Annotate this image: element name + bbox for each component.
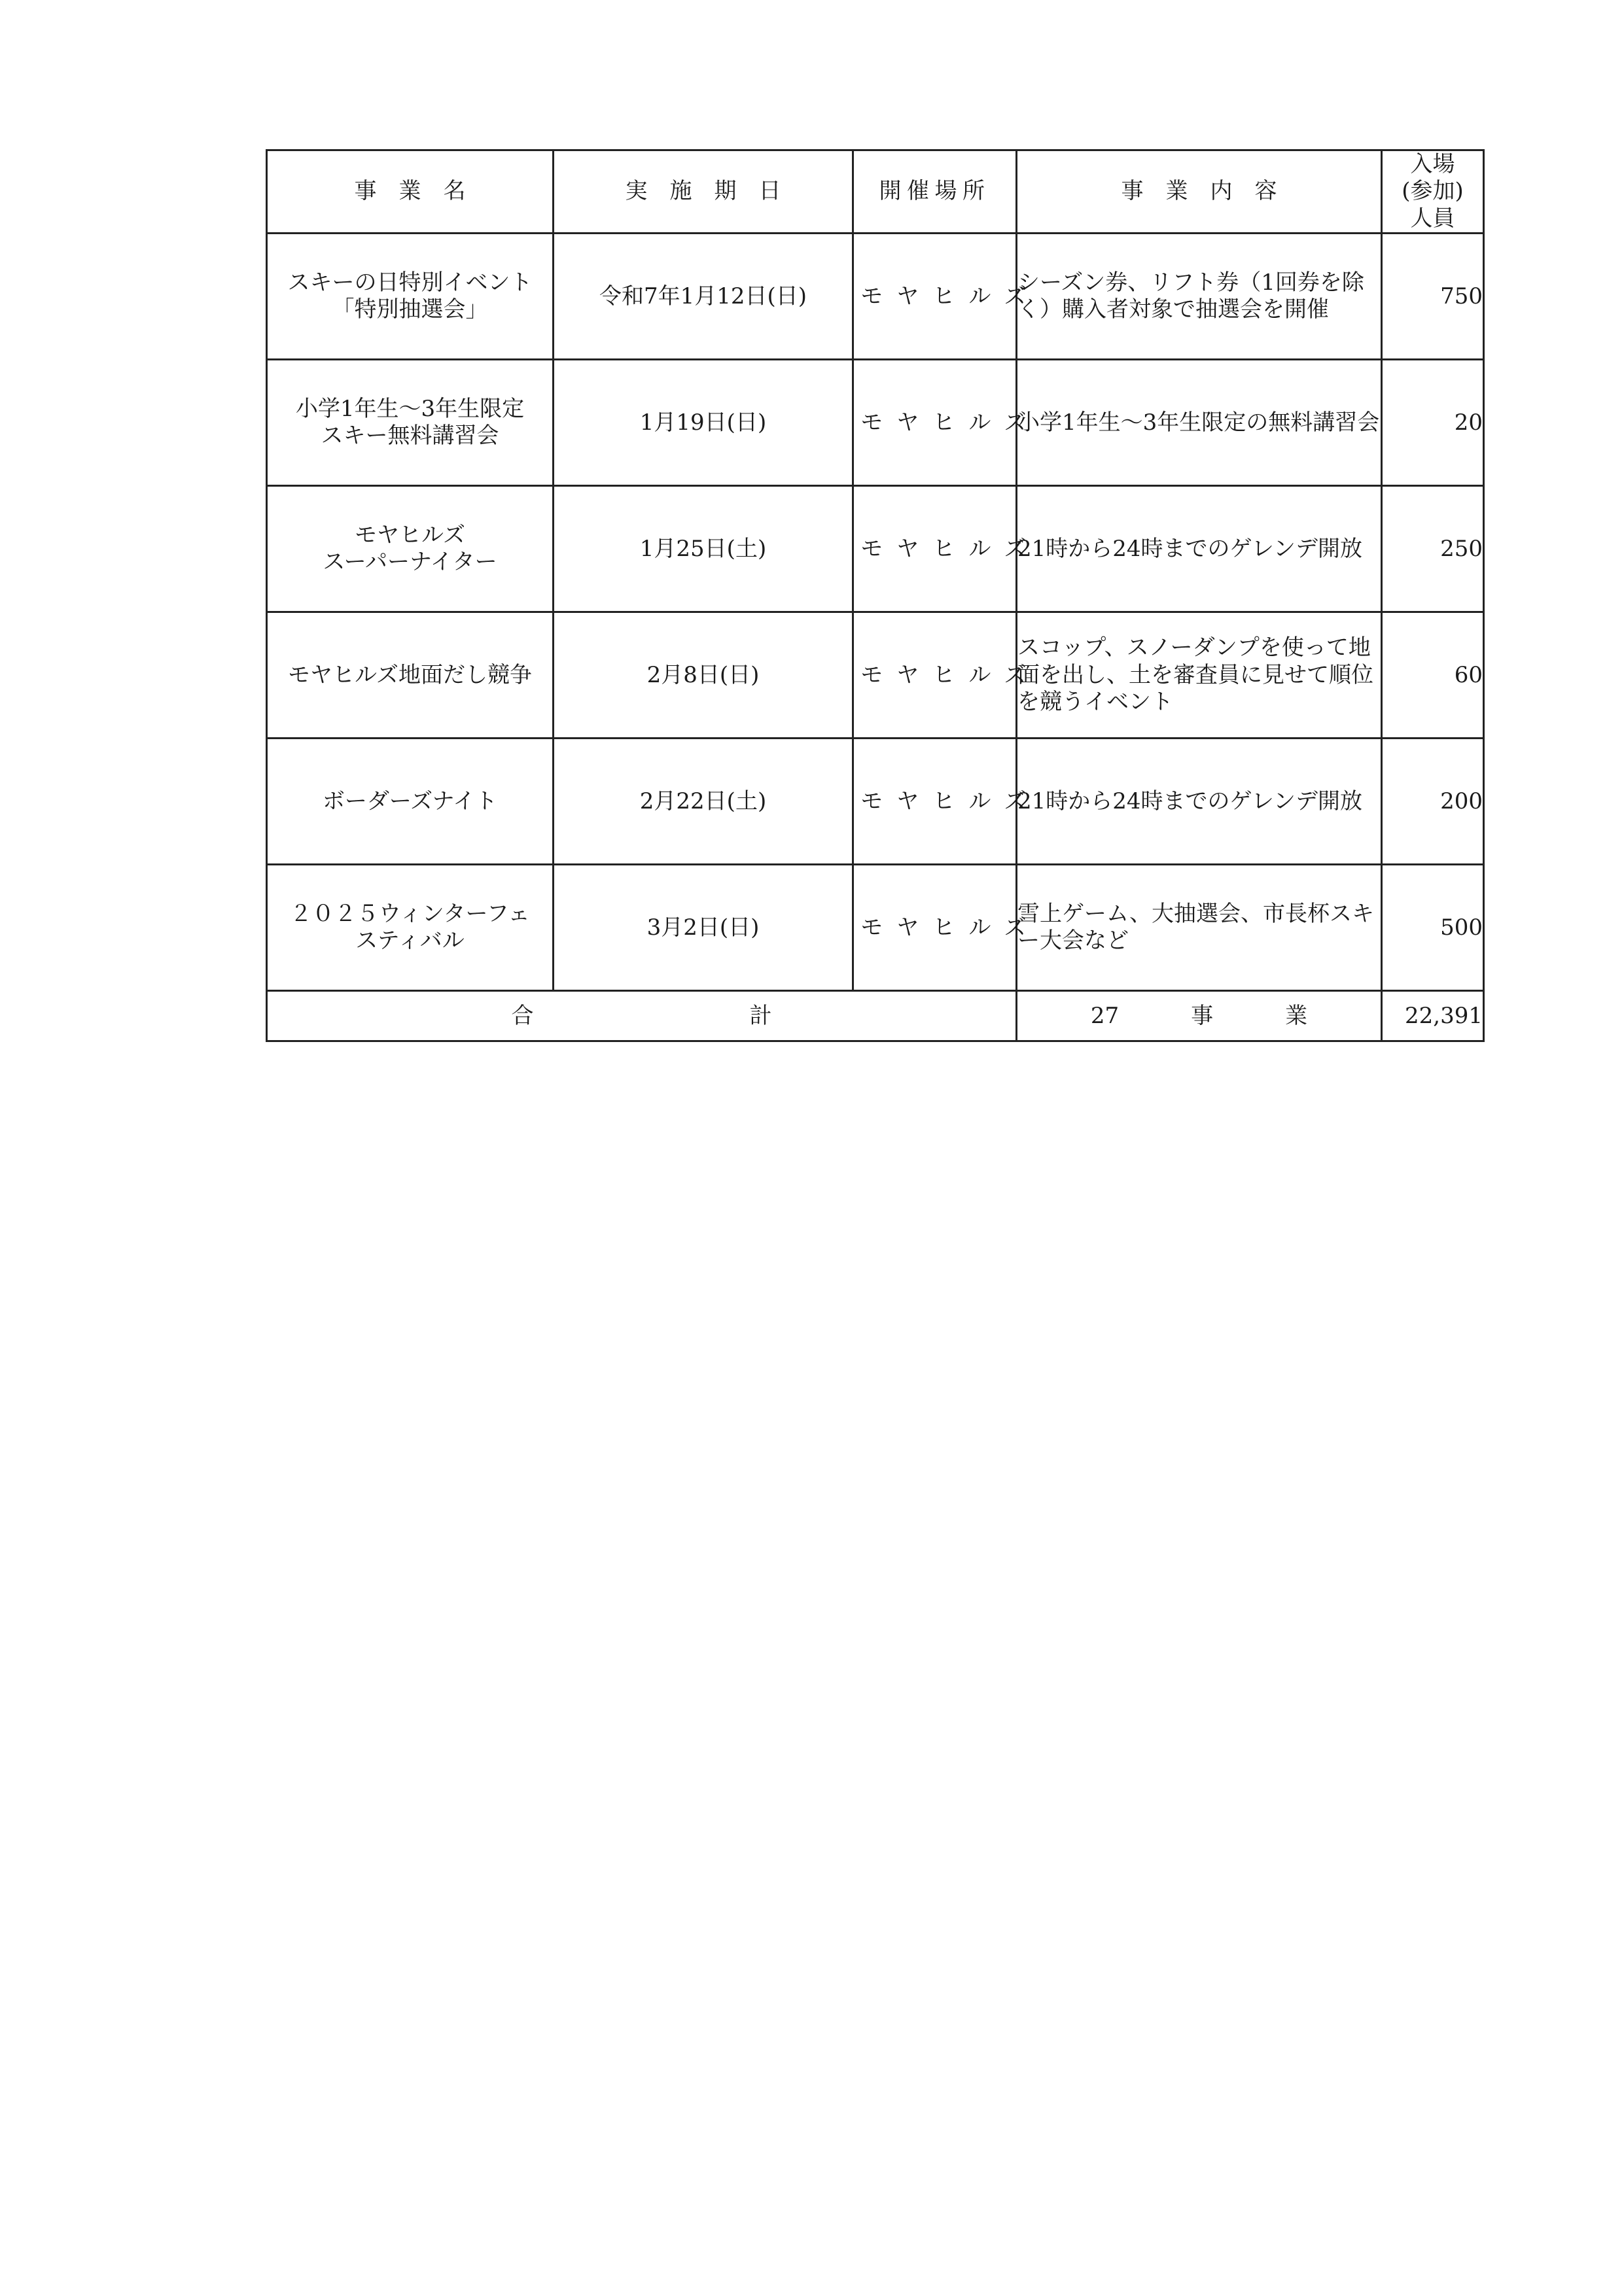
table-row bbox=[267, 865, 1484, 991]
event-attendance: 200 bbox=[1382, 739, 1484, 865]
event-attendance: 500 bbox=[1382, 865, 1484, 991]
header-venue: 開催場所 bbox=[853, 150, 1017, 234]
event-content: 小学1年生～3年生限定の無料講習会 bbox=[1017, 360, 1382, 486]
table-row bbox=[267, 234, 1484, 360]
total-label bbox=[267, 991, 1017, 1041]
header-row bbox=[267, 150, 1484, 234]
event-name: モヤヒルズ地面だし競争 bbox=[267, 612, 554, 739]
event-venue: モヤヒルズ bbox=[853, 612, 1017, 739]
table-row bbox=[267, 612, 1484, 739]
event-date: 2月8日(日) bbox=[554, 612, 853, 739]
event-content: 雪上ゲーム、大抽選会、市長杯スキー大会など bbox=[1017, 865, 1382, 991]
event-name: 小学1年生～3年生限定 スキー無料講習会 bbox=[267, 360, 554, 486]
total-event-count bbox=[1017, 991, 1382, 1041]
event-name: ２０２５ウィンターフェ スティバル bbox=[267, 865, 554, 991]
total-row bbox=[267, 991, 1484, 1041]
event-venue: モヤヒルズ bbox=[853, 739, 1017, 865]
header-content: 事 業 内 容 bbox=[1017, 150, 1382, 234]
event-attendance: 750 bbox=[1382, 234, 1484, 360]
event-date: 2月22日(土) bbox=[554, 739, 853, 865]
event-date: 1月19日(日) bbox=[554, 360, 853, 486]
event-name: スキーの日特別イベント 「特別抽選会」 bbox=[267, 234, 554, 360]
table-row bbox=[267, 486, 1484, 612]
event-content: シーズン券、リフト券（1回券を除く）購入者対象で抽選会を開催 bbox=[1017, 234, 1382, 360]
total-label-right: 計 bbox=[749, 1002, 772, 1029]
table-row bbox=[267, 739, 1484, 865]
event-date: 3月2日(日) bbox=[554, 865, 853, 991]
event-venue: モヤヒルズ bbox=[853, 865, 1017, 991]
event-date: 1月25日(土) bbox=[554, 486, 853, 612]
table-row bbox=[267, 360, 1484, 486]
event-attendance: 250 bbox=[1382, 486, 1484, 612]
event-content: 21時から24時までのゲレンデ開放 bbox=[1017, 486, 1382, 612]
event-date: 令和7年1月12日(日) bbox=[554, 234, 853, 360]
event-venue: モヤヒルズ bbox=[853, 234, 1017, 360]
event-venue: モヤヒルズ bbox=[853, 486, 1017, 612]
total-count-number: 27 bbox=[1090, 1002, 1120, 1029]
total-count-word-1: 事 bbox=[1191, 1002, 1214, 1029]
event-content: 21時から24時までのゲレンデ開放 bbox=[1017, 739, 1382, 865]
event-attendance: 20 bbox=[1382, 360, 1484, 486]
event-name: モヤヒルズ スーパーナイター bbox=[267, 486, 554, 612]
event-content: スコップ、スノーダンプを使って地面を出し、土を審査員に見せて順位を競うイベント bbox=[1017, 612, 1382, 739]
header-attendance: 入場 (参加) 人員 bbox=[1382, 150, 1484, 234]
event-name: ボーダーズナイト bbox=[267, 739, 554, 865]
total-attendance: 22,391 bbox=[1382, 991, 1484, 1041]
total-count-word-2: 業 bbox=[1285, 1002, 1308, 1029]
total-label-left: 合 bbox=[511, 1002, 534, 1029]
header-event-name: 事 業 名 bbox=[267, 150, 554, 234]
event-venue: モヤヒルズ bbox=[853, 360, 1017, 486]
header-date: 実 施 期 日 bbox=[554, 150, 853, 234]
event-attendance: 60 bbox=[1382, 612, 1484, 739]
events-table bbox=[266, 149, 1485, 1042]
